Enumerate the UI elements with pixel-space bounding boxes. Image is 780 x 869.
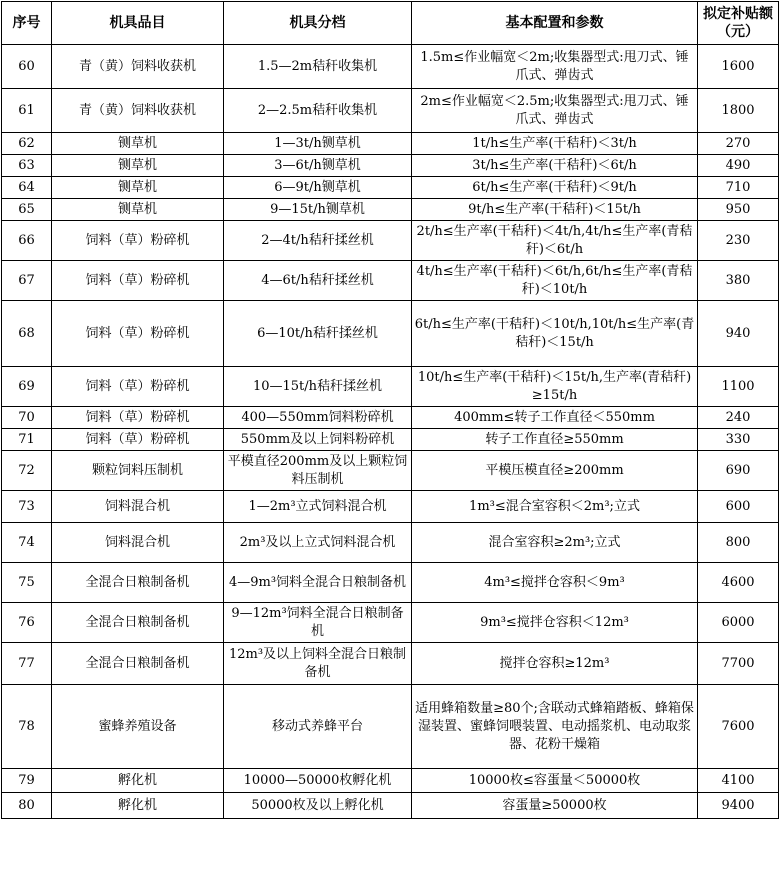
table-row	[2, 523, 779, 563]
cell-grade: 12m³及以上饲料全混合日粮制备机	[224, 643, 412, 685]
cell-subsidy: 240	[698, 407, 779, 429]
cell-item: 饲料（草）粉碎机	[52, 261, 224, 301]
cell-seq: 68	[2, 301, 52, 367]
cell-seq: 70	[2, 407, 52, 429]
cell-subsidy: 1800	[698, 89, 779, 133]
cell-subsidy: 490	[698, 155, 779, 177]
cell-config: 适用蜂箱数量≥80个;含联动式蜂箱踏板、蜂箱保湿装置、蜜蜂饲喂装置、电动摇浆机、电动取浆器、花粉干燥箱	[412, 685, 698, 769]
cell-subsidy: 7700	[698, 643, 779, 685]
cell-subsidy: 800	[698, 523, 779, 563]
cell-grade: 10—15t/h秸秆揉丝机	[224, 367, 412, 407]
cell-item: 孵化机	[52, 769, 224, 793]
table-row	[2, 133, 779, 155]
cell-seq: 69	[2, 367, 52, 407]
cell-item: 饲料（草）粉碎机	[52, 429, 224, 451]
cell-seq: 75	[2, 563, 52, 603]
cell-item: 饲料（草）粉碎机	[52, 301, 224, 367]
table-row	[2, 301, 779, 367]
cell-grade: 9—12m³饲料全混合日粮制备机	[224, 603, 412, 643]
cell-grade: 6—9t/h铡草机	[224, 177, 412, 199]
table-body	[2, 45, 779, 819]
cell-grade: 2—4t/h秸秆揉丝机	[224, 221, 412, 261]
table-row	[2, 429, 779, 451]
cell-config: 容蛋量≥50000枚	[412, 793, 698, 819]
cell-subsidy: 380	[698, 261, 779, 301]
cell-config: 1t/h≤生产率(干秸秆)＜3t/h	[412, 133, 698, 155]
cell-subsidy: 710	[698, 177, 779, 199]
cell-item: 孵化机	[52, 793, 224, 819]
cell-item: 全混合日粮制备机	[52, 563, 224, 603]
cell-grade: 移动式养蜂平台	[224, 685, 412, 769]
cell-grade: 3—6t/h铡草机	[224, 155, 412, 177]
cell-subsidy: 940	[698, 301, 779, 367]
cell-grade: 9—15t/h铡草机	[224, 199, 412, 221]
cell-grade: 平模直径200mm及以上颗粒饲料压制机	[224, 451, 412, 491]
cell-item: 铡草机	[52, 177, 224, 199]
cell-seq: 66	[2, 221, 52, 261]
header-config: 基本配置和参数	[412, 2, 698, 45]
cell-item: 蜜蜂养殖设备	[52, 685, 224, 769]
cell-config: 4t/h≤生产率(干秸秆)＜6t/h,6t/h≤生产率(青秸秆)＜10t/h	[412, 261, 698, 301]
header-row	[2, 2, 779, 45]
table-row	[2, 643, 779, 685]
cell-grade: 1.5—2m秸秆收集机	[224, 45, 412, 89]
cell-seq: 73	[2, 491, 52, 523]
cell-item: 饲料混合机	[52, 491, 224, 523]
cell-seq: 61	[2, 89, 52, 133]
cell-item: 饲料混合机	[52, 523, 224, 563]
cell-item: 青（黄）饲料收获机	[52, 89, 224, 133]
cell-subsidy: 600	[698, 491, 779, 523]
cell-subsidy: 7600	[698, 685, 779, 769]
cell-grade: 1—3t/h铡草机	[224, 133, 412, 155]
cell-subsidy: 270	[698, 133, 779, 155]
table-row	[2, 155, 779, 177]
subsidy-table	[1, 1, 779, 819]
header-item: 机具品目	[52, 2, 224, 45]
table-row	[2, 563, 779, 603]
cell-config: 平模压模直径≥200mm	[412, 451, 698, 491]
cell-subsidy: 330	[698, 429, 779, 451]
table-row	[2, 45, 779, 89]
cell-config: 6t/h≤生产率(干秸秆)＜10t/h,10t/h≤生产率(青秸秆)＜15t/h	[412, 301, 698, 367]
table-row	[2, 261, 779, 301]
cell-seq: 74	[2, 523, 52, 563]
header-subsidy: 拟定补贴额（元）	[698, 2, 779, 45]
header-seq: 序号	[2, 2, 52, 45]
table-row	[2, 177, 779, 199]
cell-config: 混合室容积≥2m³;立式	[412, 523, 698, 563]
cell-item: 颗粒饲料压制机	[52, 451, 224, 491]
cell-config: 1.5m≤作业幅宽＜2m;收集器型式:甩刀式、锤爪式、弹齿式	[412, 45, 698, 89]
header-grade: 机具分档	[224, 2, 412, 45]
table-row	[2, 685, 779, 769]
cell-grade: 400—550mm饲料粉碎机	[224, 407, 412, 429]
cell-item: 饲料（草）粉碎机	[52, 221, 224, 261]
cell-seq: 79	[2, 769, 52, 793]
cell-config: 转子工作直径≥550mm	[412, 429, 698, 451]
cell-subsidy: 1600	[698, 45, 779, 89]
cell-grade: 4—9m³饲料全混合日粮制备机	[224, 563, 412, 603]
cell-seq: 64	[2, 177, 52, 199]
cell-seq: 76	[2, 603, 52, 643]
cell-item: 铡草机	[52, 199, 224, 221]
cell-item: 饲料（草）粉碎机	[52, 367, 224, 407]
cell-config: 4m³≤搅拌仓容积＜9m³	[412, 563, 698, 603]
table-row	[2, 769, 779, 793]
table-row	[2, 407, 779, 429]
cell-subsidy: 950	[698, 199, 779, 221]
table-row	[2, 793, 779, 819]
cell-item: 铡草机	[52, 133, 224, 155]
table-row	[2, 199, 779, 221]
cell-config: 6t/h≤生产率(干秸秆)＜9t/h	[412, 177, 698, 199]
cell-subsidy: 4600	[698, 563, 779, 603]
cell-config: 2t/h≤生产率(干秸秆)＜4t/h,4t/h≤生产率(青秸秆)＜6t/h	[412, 221, 698, 261]
cell-seq: 80	[2, 793, 52, 819]
cell-seq: 63	[2, 155, 52, 177]
cell-item: 全混合日粮制备机	[52, 643, 224, 685]
cell-grade: 2m³及以上立式饲料混合机	[224, 523, 412, 563]
cell-config: 9t/h≤生产率(干秸秆)＜15t/h	[412, 199, 698, 221]
cell-subsidy: 690	[698, 451, 779, 491]
cell-grade: 1—2m³立式饲料混合机	[224, 491, 412, 523]
cell-config: 400mm≤转子工作直径＜550mm	[412, 407, 698, 429]
cell-item: 青（黄）饲料收获机	[52, 45, 224, 89]
cell-config: 搅拌仓容积≥12m³	[412, 643, 698, 685]
cell-grade: 4—6t/h秸秆揉丝机	[224, 261, 412, 301]
cell-seq: 72	[2, 451, 52, 491]
cell-seq: 77	[2, 643, 52, 685]
table-row	[2, 491, 779, 523]
cell-grade: 6—10t/h秸秆揉丝机	[224, 301, 412, 367]
cell-seq: 60	[2, 45, 52, 89]
cell-seq: 62	[2, 133, 52, 155]
table-row	[2, 221, 779, 261]
cell-seq: 78	[2, 685, 52, 769]
cell-subsidy: 1100	[698, 367, 779, 407]
cell-config: 2m≤作业幅宽＜2.5m;收集器型式:甩刀式、锤爪式、弹齿式	[412, 89, 698, 133]
cell-item: 全混合日粮制备机	[52, 603, 224, 643]
cell-grade: 2—2.5m秸秆收集机	[224, 89, 412, 133]
cell-subsidy: 4100	[698, 769, 779, 793]
cell-config: 3t/h≤生产率(干秸秆)＜6t/h	[412, 155, 698, 177]
cell-config: 10t/h≤生产率(干秸秆)＜15t/h,生产率(青秸秆)≥15t/h	[412, 367, 698, 407]
cell-subsidy: 6000	[698, 603, 779, 643]
cell-config: 1m³≤混合室容积＜2m³;立式	[412, 491, 698, 523]
cell-seq: 67	[2, 261, 52, 301]
cell-config: 10000枚≤容蛋量＜50000枚	[412, 769, 698, 793]
table-row	[2, 603, 779, 643]
cell-seq: 65	[2, 199, 52, 221]
cell-grade: 10000—50000枚孵化机	[224, 769, 412, 793]
cell-subsidy: 230	[698, 221, 779, 261]
cell-config: 9m³≤搅拌仓容积＜12m³	[412, 603, 698, 643]
cell-grade: 550mm及以上饲料粉碎机	[224, 429, 412, 451]
cell-seq: 71	[2, 429, 52, 451]
cell-item: 铡草机	[52, 155, 224, 177]
cell-subsidy: 9400	[698, 793, 779, 819]
cell-item: 饲料（草）粉碎机	[52, 407, 224, 429]
table-row	[2, 367, 779, 407]
table-row	[2, 451, 779, 491]
table-row	[2, 89, 779, 133]
cell-grade: 50000枚及以上孵化机	[224, 793, 412, 819]
